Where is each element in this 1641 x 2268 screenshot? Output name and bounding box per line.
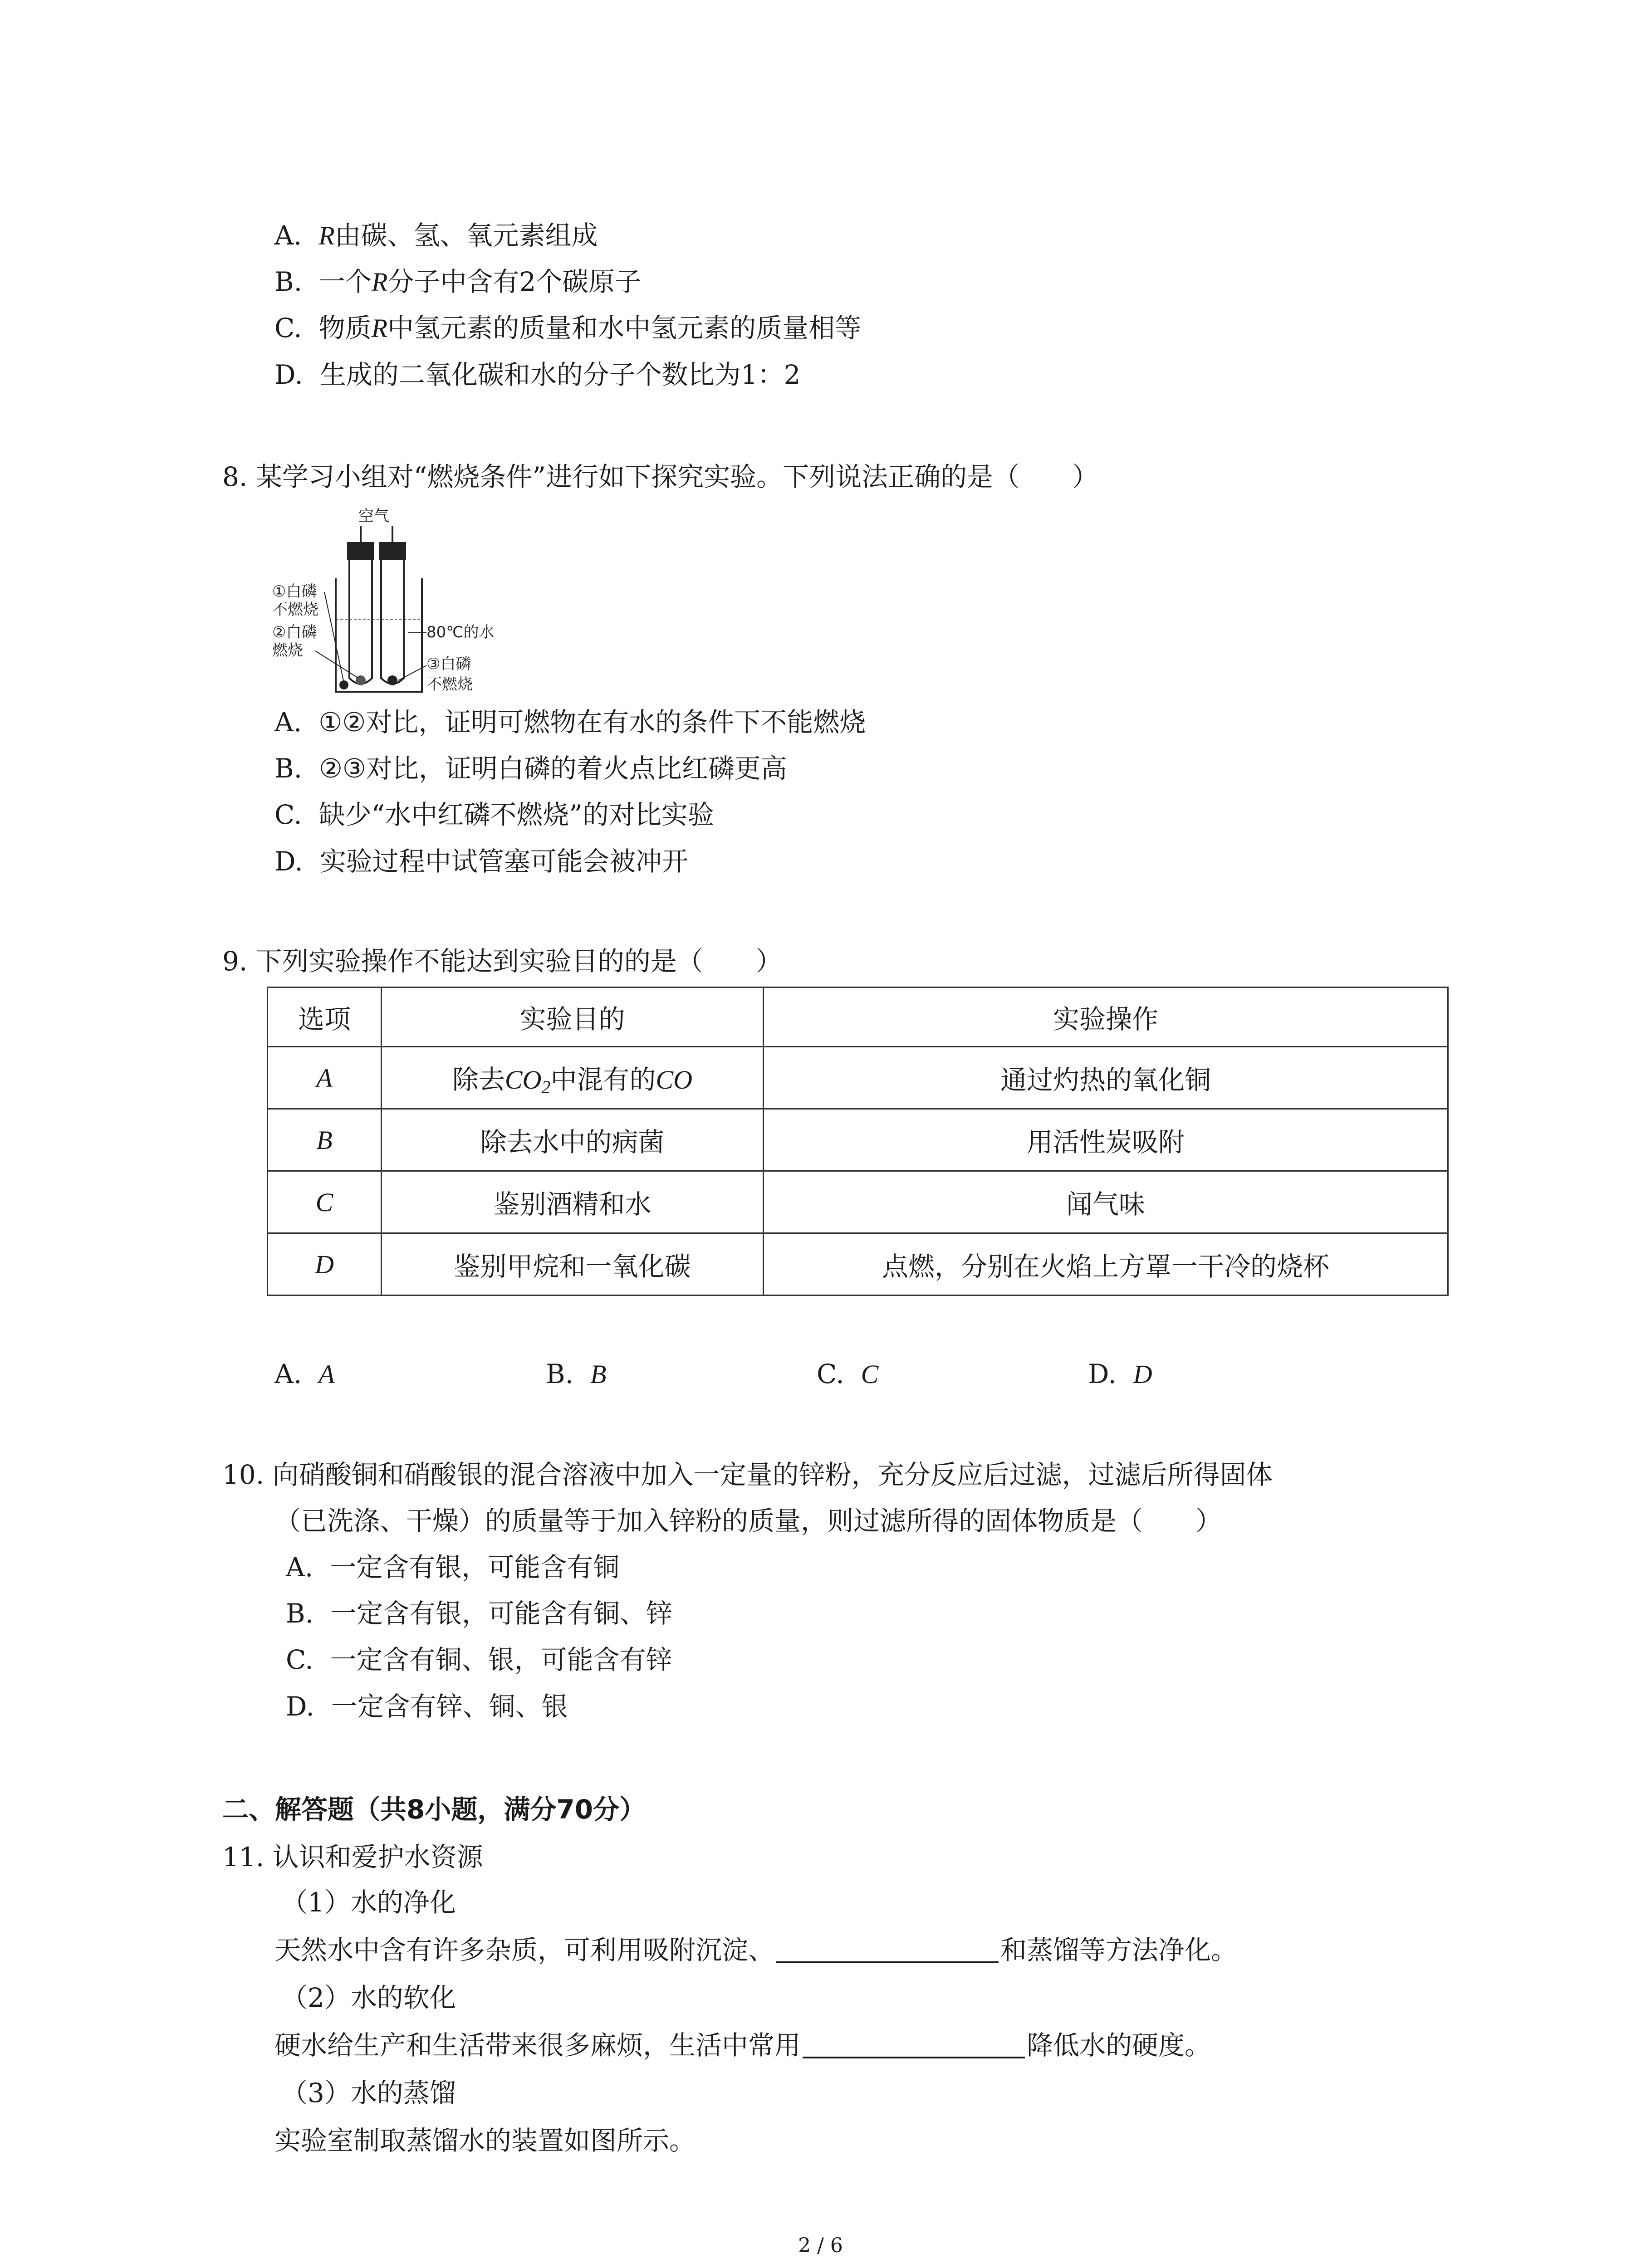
figure-label-3a: ③白磷	[426, 655, 471, 673]
q11-part2-text: 硬水给生产和生活带来很多麻烦，生活中常用 降低水的硬度。	[274, 2030, 1211, 2061]
section-title: 二、解答题（共8小题，满分70分）	[222, 1794, 646, 1825]
table-row	[268, 1171, 1448, 1233]
q11-stem: 11. 认识和爱护水资源	[222, 1842, 483, 1872]
table-header-row	[268, 987, 1448, 1047]
q7-option-c	[274, 315, 861, 342]
q10-stem-line1: 10. 向硝酸铜和硝酸银的混合溶液中加入一定量的锌粉，充分反应后过滤，过滤后所得固体	[222, 1459, 1273, 1490]
table-header: 选项	[268, 987, 382, 1047]
option-letter: C.	[817, 1359, 844, 1389]
figure-label-3b: 不燃烧	[426, 675, 473, 694]
option-text: ①②对比，证明可燃物在有水的条件下不能燃烧	[318, 707, 866, 738]
table-cell-purpose: 除去水中的病菌	[382, 1109, 764, 1171]
page-number: 2 / 6	[798, 2234, 843, 2257]
figure-label-air: 空气	[358, 507, 389, 525]
option-text: 分子中含有2个碳原子	[387, 266, 642, 297]
option-value: A	[318, 1359, 335, 1389]
q10-option-b	[286, 1600, 672, 1627]
phosphorus-not-burning	[387, 675, 397, 685]
formula-r: R	[371, 267, 388, 297]
option-text: ②③对比，证明白磷的着火点比红磷更高	[318, 753, 787, 784]
answer-blank-1[interactable]	[776, 1939, 999, 1963]
option-letter: B.	[274, 266, 303, 297]
option-text: 一定含有铜、银，可能含有锌	[330, 1644, 672, 1675]
table-cell-option: D	[268, 1233, 382, 1295]
table-cell-purpose: 除去$CO_2$中混有的CO	[382, 1047, 764, 1109]
q7-option-b	[274, 266, 642, 297]
q11-part3-title: （3）水的蒸馏	[281, 2077, 456, 2108]
option-letter: D.	[274, 359, 303, 390]
option-text: 中氢元素的质量和水中氢元素的质量相等	[387, 313, 862, 343]
test-tube-right	[381, 560, 404, 684]
option-letter: D.	[286, 1691, 314, 1722]
option-text-prefix: 物质	[318, 313, 372, 343]
figure-label-water: 80℃的水	[426, 623, 495, 641]
option-letter: A.	[274, 707, 302, 738]
q8-stem: 8. 某学习小组对“燃烧条件”进行如下探究实验。下列说法正确的是（ ）	[222, 461, 1099, 492]
figure-label-2a: ②白磷	[272, 623, 317, 641]
option-value: D	[1133, 1359, 1152, 1389]
table-cell-purpose: 鉴别酒精和水	[382, 1171, 764, 1233]
option-letter: A.	[274, 1359, 302, 1389]
q7-option-a	[274, 222, 598, 249]
table-cell-operation: 闻气味	[764, 1171, 1448, 1233]
option-letter: B.	[286, 1598, 314, 1629]
table-header: 实验目的	[382, 987, 764, 1047]
answer-blank-2[interactable]	[803, 2034, 1025, 2058]
option-text: 实验过程中试管塞可能会被冲开	[319, 846, 688, 877]
option-letter: B.	[274, 753, 303, 784]
test-tube-left	[349, 560, 372, 684]
option-letter: C.	[274, 313, 302, 343]
option-text-prefix: 一个	[318, 266, 372, 297]
q11-part1-title: （1）水的净化	[281, 1887, 456, 1918]
figure-label-1a: ①白磷	[272, 582, 317, 601]
option-text: 一定含有银，可能含有铜	[330, 1552, 620, 1583]
figure-label-2b: 燃烧	[272, 641, 303, 660]
option-text: 一定含有银，可能含有铜、锌	[330, 1598, 672, 1629]
option-letter: B.	[546, 1359, 574, 1389]
q10-option-a	[286, 1552, 620, 1583]
q7-option-d	[274, 359, 801, 390]
q9-option-a	[274, 1361, 335, 1388]
option-letter: D.	[1088, 1359, 1117, 1389]
option-letter: D.	[274, 846, 303, 877]
q8-option-a	[274, 707, 866, 738]
q8-option-c	[274, 799, 714, 830]
table-cell-operation: 点燃，分别在火焰上方罩一干冷的烧杯	[764, 1233, 1448, 1295]
q10-stem-line2: （已洗涤、干燥）的质量等于加入锌粉的质量，则过滤所得的固体物质是（ ）	[274, 1505, 1222, 1536]
table-cell-option: A	[268, 1047, 382, 1109]
table-cell-operation: 通过灼热的氧化铜	[764, 1047, 1448, 1109]
table-row	[268, 1233, 1448, 1295]
table-cell-option: C	[268, 1171, 382, 1233]
q9-option-c	[817, 1361, 878, 1388]
option-letter: A.	[274, 220, 302, 251]
q11-part2-title: （2）水的软化	[281, 1982, 456, 2013]
q11-part1-text: 天然水中含有许多杂质，可利用吸附沉淀、 和蒸馏等方法净化。	[274, 1935, 1238, 1965]
table-row	[268, 1047, 1448, 1109]
table-cell-purpose: 鉴别甲烷和一氧化碳	[382, 1233, 764, 1295]
experiment-table	[267, 987, 1449, 1296]
q10-option-c	[286, 1644, 672, 1675]
stopper-left	[347, 542, 374, 560]
option-letter: C.	[274, 799, 302, 830]
stopper-right	[379, 542, 406, 560]
combustion-apparatus-figure	[272, 506, 517, 701]
table-cell-option: B	[268, 1109, 382, 1171]
q8-option-d	[274, 848, 688, 875]
option-letter: A.	[286, 1552, 314, 1583]
formula-r: R	[318, 221, 335, 250]
option-text: 一定含有锌、铜、银	[331, 1691, 568, 1722]
option-text: 缺少“水中红磷不燃烧”的对比实验	[318, 799, 714, 830]
option-text: 生成的二氧化碳和水的分子个数比为1：2	[319, 359, 801, 390]
table-header: 实验操作	[764, 987, 1448, 1047]
q9-stem: 9. 下列实验操作不能达到实验目的的是（ ）	[222, 946, 782, 977]
table-row	[268, 1109, 1448, 1171]
q9-option-d	[1088, 1361, 1152, 1388]
option-letter: C.	[286, 1644, 314, 1675]
q10-option-d	[286, 1693, 568, 1720]
table-cell-operation: 用活性炭吸附	[764, 1109, 1448, 1171]
q9-option-b	[546, 1361, 606, 1388]
q8-option-b	[274, 755, 787, 782]
q11-part3-text: 实验室制取蒸馏水的装置如图所示。	[274, 2125, 696, 2156]
option-value: C	[861, 1359, 879, 1389]
formula-r: R	[371, 313, 388, 343]
figure-label-1b: 不燃烧	[272, 601, 318, 619]
option-text: 由碳、氢、氧元素组成	[334, 220, 598, 251]
option-value: B	[590, 1359, 607, 1389]
